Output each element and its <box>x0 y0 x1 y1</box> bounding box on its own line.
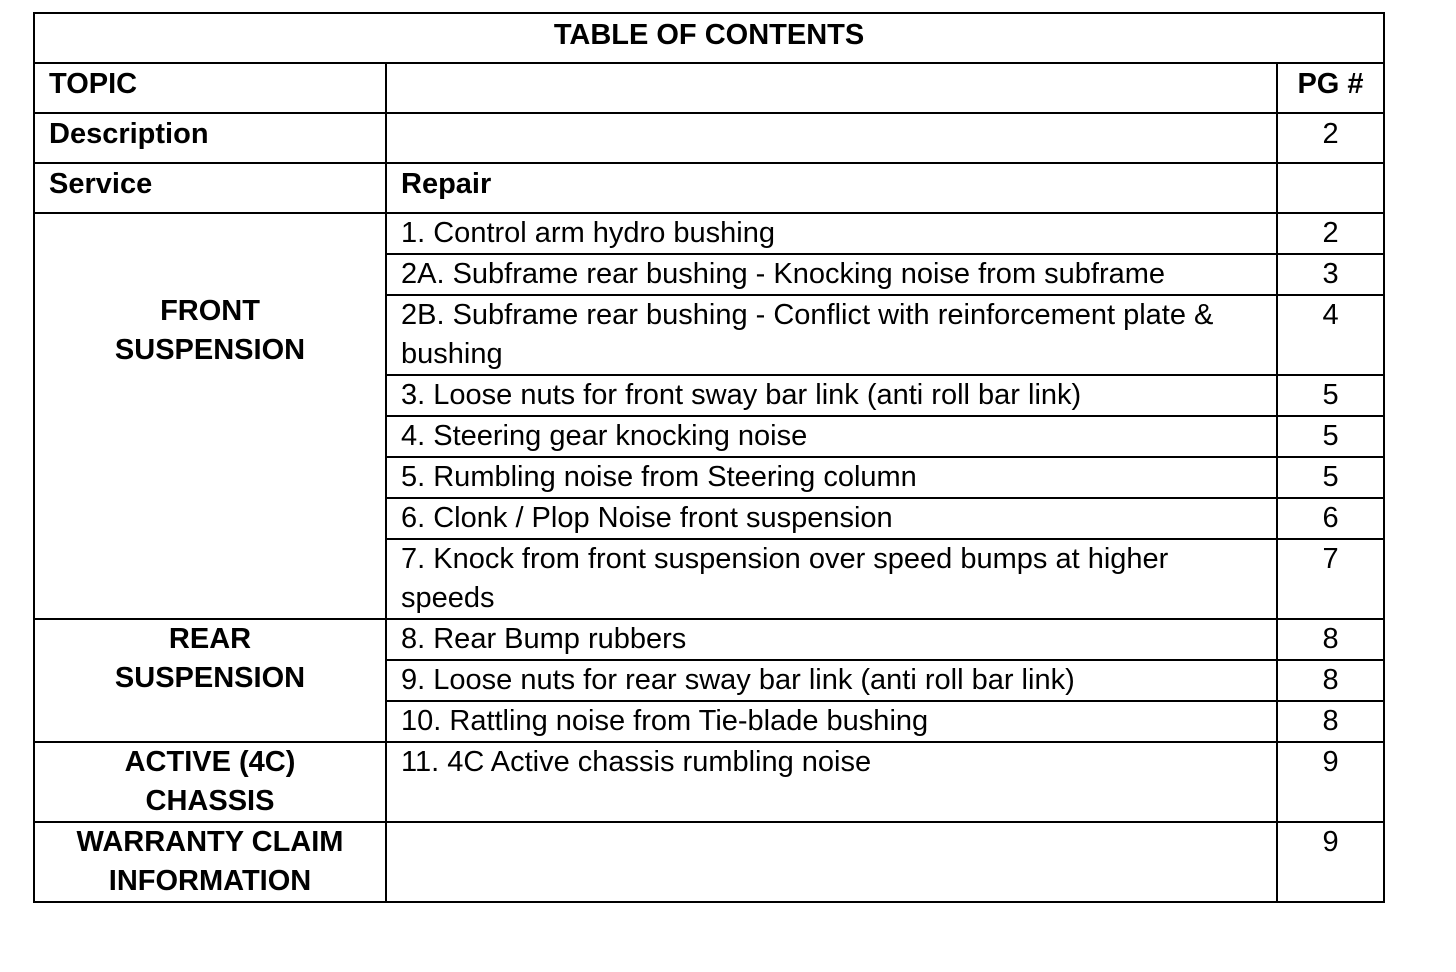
header-middle <box>386 63 1277 113</box>
toc-entry-page: 7 <box>1277 539 1384 619</box>
toc-entry-page: 3 <box>1277 254 1384 295</box>
toc-entry: 1. Control arm hydro bushing <box>386 213 1277 254</box>
toc-entry: 4. Steering gear knocking noise <box>386 416 1277 457</box>
toc-entry-page: 5 <box>1277 375 1384 416</box>
repair-label: Repair <box>386 163 1277 213</box>
table-of-contents <box>33 12 1385 903</box>
group-name-line2: SUSPENSION <box>114 334 306 366</box>
toc-entry: 9. Loose nuts for rear sway bar link (anti roll bar link) <box>386 660 1277 701</box>
group-name-line2: INFORMATION <box>108 865 312 897</box>
toc-entry: 2B. Subframe rear bushing - Conflict with reinforcement plate & bushing <box>386 295 1277 375</box>
description-row <box>34 113 1384 163</box>
toc-row <box>34 213 1384 254</box>
header-row <box>34 63 1384 113</box>
toc-entry-page: 8 <box>1277 701 1384 742</box>
description-label: Description <box>34 113 386 163</box>
group-front-suspension <box>34 213 386 619</box>
toc-entry-page: 8 <box>1277 619 1384 660</box>
group-name-line2: SUSPENSION <box>114 662 306 694</box>
toc-row <box>34 742 1384 822</box>
group-name-line1: WARRANTY CLAIM <box>76 826 344 858</box>
toc-entry-page: 8 <box>1277 660 1384 701</box>
description-page: 2 <box>1277 113 1384 163</box>
toc-entry: 7. Knock from front suspension over speed bumps at higher speeds <box>386 539 1277 619</box>
service-label: Service <box>34 163 386 213</box>
group-active-chassis <box>34 742 386 822</box>
toc-entry: 5. Rumbling noise from Steering column <box>386 457 1277 498</box>
toc-entry: 6. Clonk / Plop Noise front suspension <box>386 498 1277 539</box>
toc-entry-page: 5 <box>1277 416 1384 457</box>
header-topic: TOPIC <box>34 63 386 113</box>
toc-title: TABLE OF CONTENTS <box>34 13 1384 63</box>
toc-entry-page: 6 <box>1277 498 1384 539</box>
toc-entry: 10. Rattling noise from Tie-blade bushing <box>386 701 1277 742</box>
description-empty <box>386 113 1277 163</box>
group-rear-suspension <box>34 619 386 742</box>
group-name-line1: REAR <box>168 623 252 655</box>
toc-row <box>34 619 1384 660</box>
group-name-line1: FRONT <box>160 295 260 327</box>
toc-entry-page: 4 <box>1277 295 1384 375</box>
toc-entry-page: 9 <box>1277 742 1384 822</box>
warranty-page: 9 <box>1277 822 1384 902</box>
toc-entry: 11. 4C Active chassis rumbling noise <box>386 742 1277 822</box>
header-page: PG # <box>1277 63 1384 113</box>
toc-entry: 2A. Subframe rear bushing - Knocking noise from subframe <box>386 254 1277 295</box>
service-page <box>1277 163 1384 213</box>
warranty-row <box>34 822 1384 902</box>
toc-entry-page: 2 <box>1277 213 1384 254</box>
group-name-line1: ACTIVE (4C) <box>124 746 296 778</box>
toc-entry-page: 5 <box>1277 457 1384 498</box>
group-warranty-claim <box>34 822 386 902</box>
toc-entry: 3. Loose nuts for front sway bar link (anti roll bar link) <box>386 375 1277 416</box>
group-name-line2: CHASSIS <box>145 785 275 817</box>
warranty-entry <box>386 822 1277 902</box>
title-row <box>34 13 1384 63</box>
service-row <box>34 163 1384 213</box>
toc-entry: 8. Rear Bump rubbers <box>386 619 1277 660</box>
